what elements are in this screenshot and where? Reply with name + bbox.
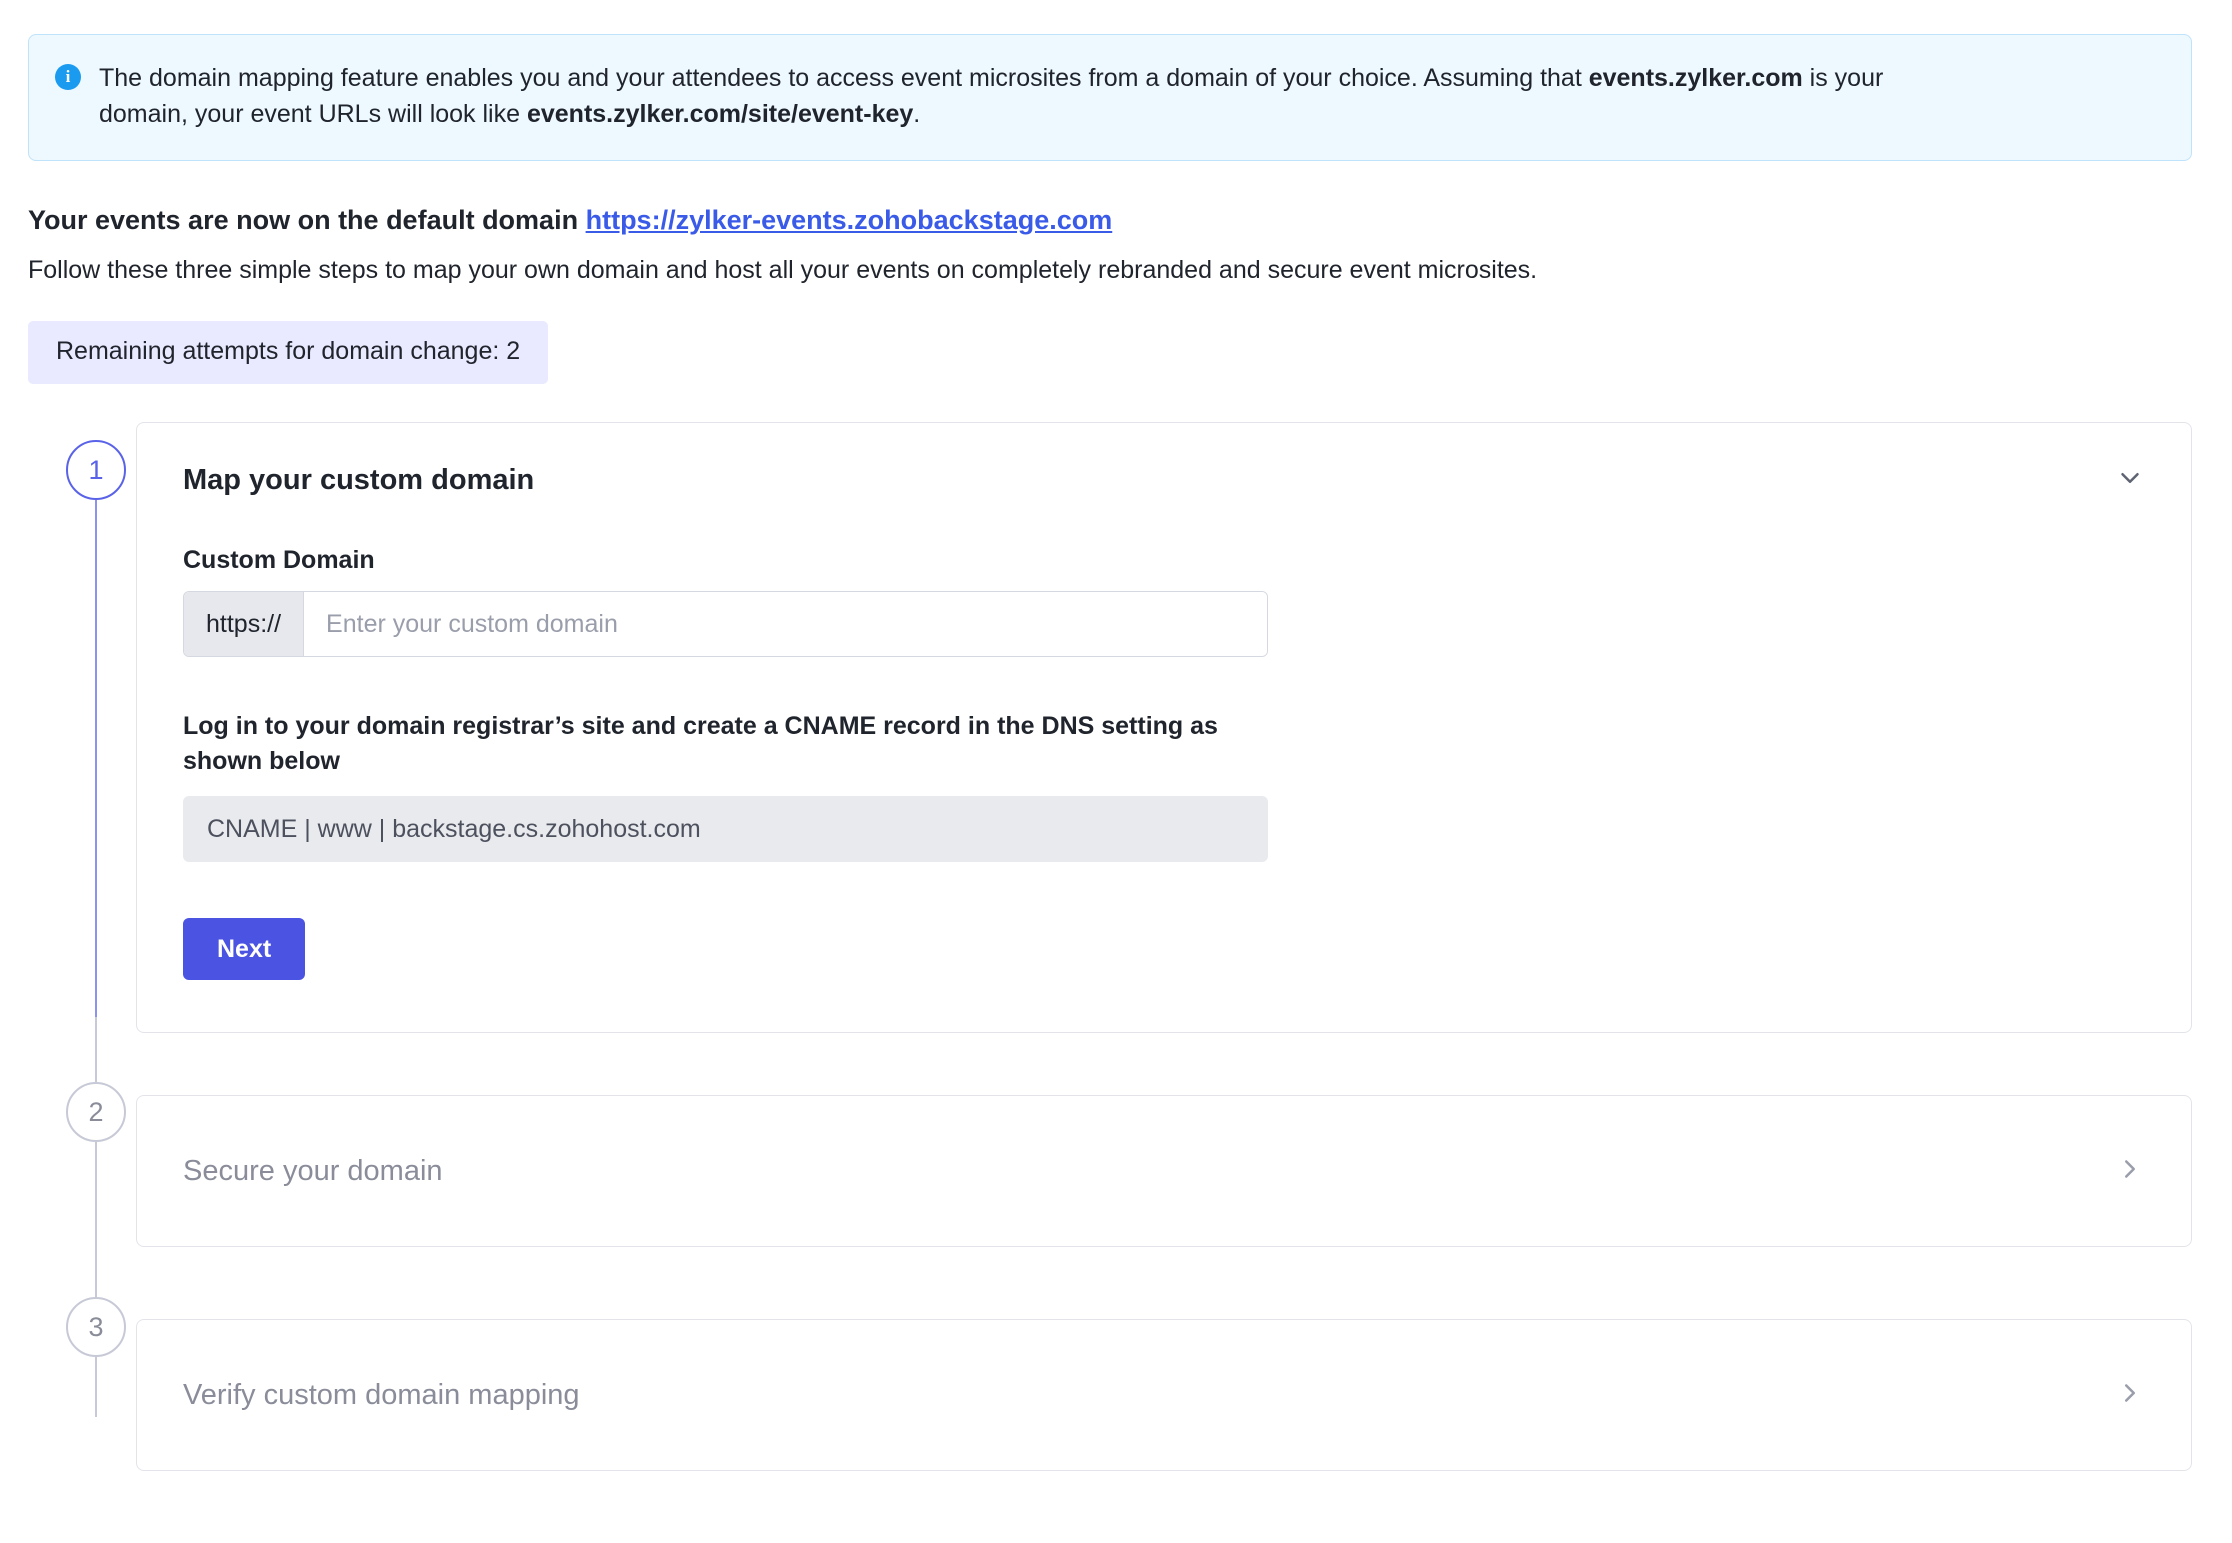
- step-indicator-1[interactable]: 1: [66, 440, 126, 500]
- step2-title: Secure your domain: [183, 1154, 443, 1187]
- info-text-part2: is your domain, your event URLs will look like: [99, 64, 1884, 128]
- next-button[interactable]: Next: [183, 918, 305, 980]
- default-domain-link[interactable]: https://zylker-events.zohobackstage.com: [585, 205, 1113, 235]
- step-indicator-3[interactable]: 3: [66, 1297, 126, 1357]
- info-text-part1: The domain mapping feature enables you and your attendees to access event microsites from a domain of your choice. Assuming that: [99, 64, 1589, 92]
- step-card-map-custom-domain: [136, 422, 2192, 1033]
- default-domain-heading: [28, 205, 2192, 236]
- custom-domain-input[interactable]: [304, 592, 1267, 656]
- domain-setup-stepper: [28, 422, 2192, 1543]
- step-panels: [136, 422, 2192, 1543]
- step3-title: Verify custom domain mapping: [183, 1378, 580, 1411]
- step-card-verify-custom-domain-mapping[interactable]: [136, 1319, 2192, 1471]
- instructions-text: Follow these three simple steps to map your own domain and host all your events on completely rebranded and secure event microsites.: [28, 256, 1538, 284]
- custom-domain-label: Custom Domain: [183, 546, 375, 574]
- https-prefix-label: https://: [184, 592, 304, 656]
- remaining-attempts-badge: Remaining attempts for domain change: 2: [28, 321, 548, 384]
- custom-domain-input-group: [183, 591, 1268, 657]
- info-banner: [28, 34, 2192, 161]
- chevron-down-icon[interactable]: [2115, 463, 2145, 498]
- cname-record-value: CNAME | www | backstage.cs.zohohost.com: [183, 796, 1268, 862]
- chevron-right-icon[interactable]: [2115, 1154, 2145, 1189]
- step1-title: Map your custom domain: [183, 464, 535, 496]
- step-card-secure-your-domain[interactable]: [136, 1095, 2192, 1247]
- step-indicator-2[interactable]: 2: [66, 1082, 126, 1142]
- cname-instruction-text: Log in to your domain registrar’s site and create a CNAME record in the DNS setting as shown below: [183, 712, 1218, 775]
- stepper-connector-line-active: [95, 462, 97, 1017]
- step1-header[interactable]: [183, 463, 2145, 498]
- info-banner-text: [99, 61, 1889, 132]
- info-icon: i: [55, 64, 81, 90]
- info-text-part3: .: [913, 99, 921, 128]
- info-text-bold-domain: events.zylker.com: [1588, 64, 1803, 92]
- default-domain-label: Your events are now on the default domain: [28, 205, 579, 235]
- chevron-right-icon[interactable]: [2115, 1378, 2145, 1413]
- info-text-bold-url: events.zylker.com/site/event-key: [526, 99, 914, 128]
